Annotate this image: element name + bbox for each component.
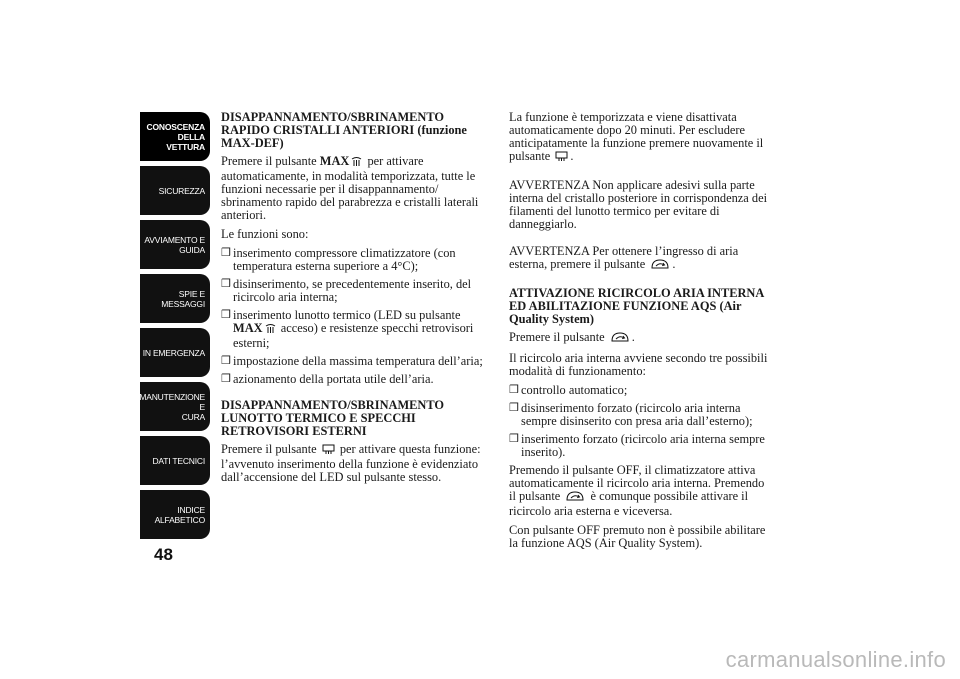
mode-list: [509, 384, 771, 459]
air-recirculation-icon: [650, 258, 670, 273]
paragraph: Premere il pulsante MAX per attivare automaticamente, in modalità temporizzata, tutte le funzioni necessarie per il disappannamento/ sbrinamento rapido del parabrezza e cristalli laterali anteriori.: [221, 154, 479, 222]
air-recirculation-icon: [565, 490, 585, 505]
section-title-rear-defrost: DISAPPANNAMENTO/SBRINAMENTO LUNOTTO TERMICO E SPECCHI RETROVISORI ESTERNI: [221, 398, 445, 438]
warning-paragraph: AVVERTENZA Per ottenere l’ingresso di aria esterna, premere il pulsante .: [509, 244, 739, 271]
rear-defrost-icon: [322, 444, 335, 458]
air-recirculation-icon: [610, 331, 630, 346]
function-list: [221, 247, 483, 386]
section-title-aqs: ATTIVAZIONE RICIRCOLO ARIA INTERNA ED ABILITAZIONE FUNZIONE AQS (Air Quality System): [509, 286, 764, 326]
paragraph: Le funzioni sono:: [221, 227, 309, 241]
windshield-defrost-icon: [351, 156, 362, 170]
warning-paragraph: AVVERTENZA Non applicare adesivi sulla parte interna del cristallo posteriore in corrispondenza dei filamenti del lunotto termico per evitare di danneggiarlo.: [509, 178, 768, 231]
list-item: ❒ inserimento compressore climatizzatore (con temperatura esterna superiore a 4°C);: [221, 246, 456, 273]
windshield-defrost-icon: [265, 323, 276, 337]
list-item: ❒ inserimento lunotto termico (LED su pulsante MAX acceso) e resistenze specchi retrovisori esterni;: [221, 308, 474, 350]
watermark: carmanualsonline.info: [725, 647, 946, 672]
rear-defrost-icon: [555, 151, 568, 165]
tab-in-emergenza[interactable]: IN EMERGENZA: [140, 328, 210, 377]
tab-sicurezza[interactable]: SICUREZZA: [140, 166, 210, 215]
paragraph: Il ricircolo aria interna avviene secondo tre possibili modalità di funzionamento:: [509, 351, 768, 378]
list-item: ❒ disinserimento, se precedentemente inserito, del ricircolo aria interna;: [221, 277, 472, 304]
paragraph: Premere il pulsante .: [509, 330, 635, 344]
tab-manutenzione-e-cura[interactable]: MANUTENZIONE E CURA: [140, 382, 210, 431]
paragraph: Premere il pulsante per attivare questa funzione: l’avvenuto inserimento della funzione è evidenziato dall’accensione del LED sul pulsante stesso.: [221, 442, 481, 484]
right-column: [509, 111, 771, 556]
paragraph: Premendo il pulsante OFF, il climatizzatore attiva automaticamente il ricircolo aria interna. Premendo il pulsante è comunque possibile attivare il ricircolo aria esterna e viceversa.: [509, 463, 765, 518]
tab-conoscenza-della-vettura[interactable]: CONOSCENZA DELLA VETTURA: [140, 112, 210, 161]
paragraph: La funzione è temporizzata e viene disattivata automaticamente dopo 20 minuti. Per escludere anticipatamente la funzione premere nuovamente il pulsante .: [509, 110, 764, 163]
tab-indice-alfabetico[interactable]: INDICE ALFABETICO: [140, 490, 210, 539]
tab-dati-tecnici[interactable]: DATI TECNICI: [140, 436, 210, 485]
page-number: 48: [154, 545, 173, 564]
list-item: ❒ impostazione della massima temperatura dell’aria;: [221, 354, 483, 368]
tab-spie-e-messaggi[interactable]: SPIE E MESSAGGI: [140, 274, 210, 323]
section-title-max-def: DISAPPANNAMENTO/SBRINAMENTO RAPIDO CRISTALLI ANTERIORI (funzione MAX-DEF): [221, 110, 467, 150]
tab-avviamento-e-guida[interactable]: AVVIAMENTO E GUIDA: [140, 220, 210, 269]
chapter-tabs: [140, 112, 210, 544]
list-item: ❒ controllo automatico;: [509, 383, 628, 397]
left-column: [221, 111, 483, 490]
list-item: ❒ disinserimento forzato (ricircolo aria interna sempre disinserito con presa aria dall’esterno);: [509, 401, 753, 428]
list-item: ❒ inserimento forzato (ricircolo aria interna sempre inserito).: [509, 432, 765, 459]
paragraph: Con pulsante OFF premuto non è possibile abilitare la funzione AQS (Air Quality System).: [509, 523, 766, 550]
list-item: ❒ azionamento della portata utile dell’aria.: [221, 372, 434, 386]
